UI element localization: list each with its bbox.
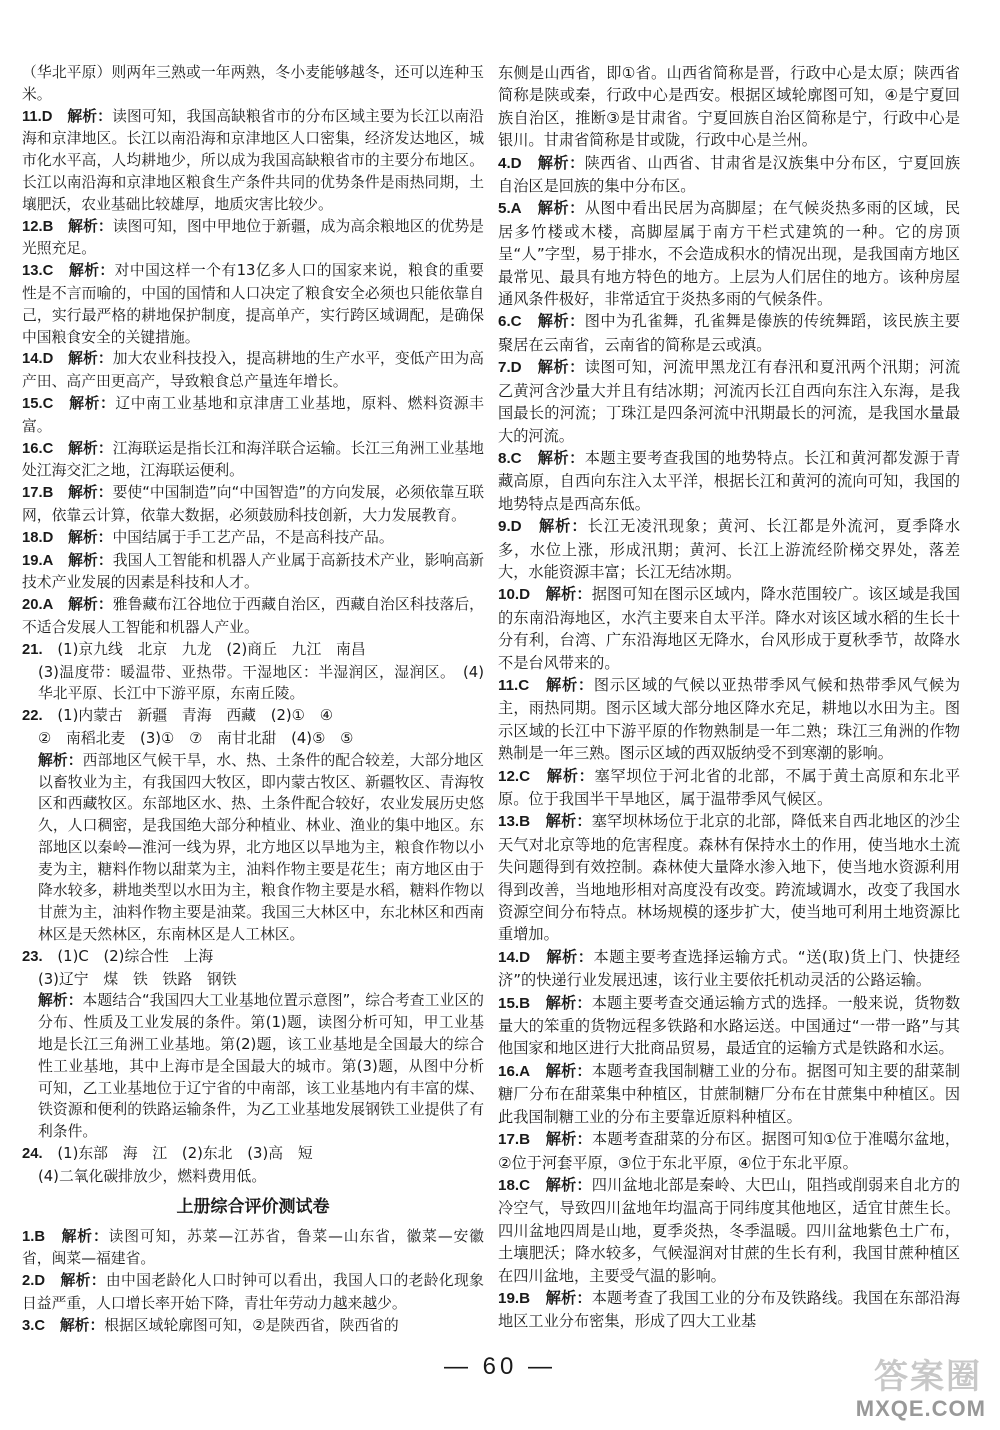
question-number: 18.D: [22, 529, 54, 546]
analysis-label: 解析：: [545, 1061, 592, 1080]
answer-entry: [22, 969, 484, 991]
analysis-label: 解析：: [68, 350, 113, 368]
analysis-label: 解析：: [545, 993, 592, 1012]
analysis-label: 解析：: [537, 358, 585, 377]
analysis-label: 解析：: [545, 585, 592, 604]
analysis-label: 解析：: [545, 1288, 592, 1307]
answer-text: 从图中看出民居为高脚屋；在气候炎热多雨的区域，民居多竹楼或木楼，高脚屋属于南方干栏式建筑的一种。它的房顶呈“人”字型，易于排水，不会造成积水的情况出现，是我国南方地区最常见、最具有地方特色的地方。上层为人们居住的地方。该种房屋通风条件极好，非常适宜于炎热多雨的气候条件。: [498, 199, 961, 309]
answer-entry: [22, 594, 484, 639]
answer-entry: [22, 662, 484, 706]
answer-entry: [22, 1270, 484, 1315]
question-number: 17.B: [22, 485, 54, 502]
question-number: 23.: [22, 948, 43, 965]
answer-text: ② 南稻北麦 (3)① ⑦ 南甘北甜 (4)⑤ ⑤: [38, 729, 354, 747]
answer-entry: [498, 946, 960, 992]
question-number: 1.B: [22, 1228, 46, 1245]
answer-text: 我国人工智能和机器人产业属于高新技术产业，影响高新技术产业发展的因素是科技和人才。: [22, 551, 484, 592]
answer-entry: [498, 62, 960, 152]
answer-entry: [498, 1060, 960, 1128]
question-number: 20.A: [22, 597, 54, 614]
answer-entry: [498, 992, 960, 1060]
answer-entry: [498, 515, 960, 583]
answer-entry: [22, 106, 484, 216]
answer-text: 对中国这样一个有13亿多人口的国家来说，粮食的重要性是不言而喻的，中国的国情和人口决定了粮食安全必须也只能依靠自己，实行最严格的耕地保护制度，提高单产，实行跨区域调配，是确保中国粮食安全的关键措施。: [22, 262, 484, 346]
answer-entry: [498, 310, 960, 356]
answer-text: 读图可知，我国高缺粮省市的分布区域主要为长江以南沿海和京津地区。长江以南沿海和京津地区人口密集，经济发达地区，城市化水平高，人均耕地少，所以成为我国高缺粮省市的主要分布地区。长江以南沿海和京津地区粮食生产条件共同的优势条件是雨热同期，土壤肥沃，农业基础比较雄厚，地质灾害比较少。: [22, 107, 484, 213]
answer-entry: [22, 550, 484, 595]
answer-entry: [498, 810, 960, 945]
analysis-label: 解析：: [546, 766, 595, 785]
analysis-label: 解析：: [61, 1227, 109, 1245]
question-number: 4.D: [498, 154, 522, 172]
answer-entry: [22, 216, 484, 261]
answer-entry: [22, 62, 484, 106]
answer-text: (3)温度带：暖温带、亚热带。干湿地区：半湿润区，湿润区。 (4)华北平原、长江中下游平原，东南丘陵。: [38, 663, 484, 703]
question-number: 2.D: [22, 1273, 46, 1290]
section-title: 上册综合评价测试卷: [176, 1196, 330, 1217]
analysis-label: 解析：: [537, 448, 585, 467]
answer-text: 本题考查我国制糖工业的分布。据图可知主要的甜菜制糖厂分布在甜菜集中种植区，甘蔗制糖厂分布在甘蔗集中种植区。因此我国制糖工业的分布主要靠近原料种植区。: [498, 1061, 961, 1126]
analysis-label: 解析：: [38, 992, 83, 1010]
analysis-label: 解析：: [537, 153, 585, 172]
question-number: 11.D: [22, 108, 53, 125]
answer-text: 本题主要考查我国的地势特点。长江和黄河都发源于青藏高原，自西向东注入太平洋，根据长江和黄河的流向可知，我国的地势特点是西高东低。: [498, 448, 961, 513]
answer-entry: [498, 197, 960, 310]
question-number: 12.C: [498, 767, 531, 785]
answer-entry: [22, 348, 484, 393]
question-number: 5.A: [498, 200, 522, 218]
analysis-label: 解析：: [67, 107, 113, 125]
question-number: 22.: [22, 708, 43, 725]
answer-text: 四川盆地北部是秦岭、大巴山，阻挡或削弱来自北方的冷空气，导致四川盆地年均温高于同纬度其他地区，适宜甘蔗生长。四川盆地四周是山地，夏季炎热，冬季温暖。四川盆地紫色土广布，土壤肥沃；降水较多，气候湿润对甘蔗的生长有利，我国甘蔗种植区在四川盆地，主要受气温的影响。: [498, 1175, 961, 1285]
answer-text: 本题主要考查交通运输方式的选择。一般来说，货物数量大的笨重的货物远程多铁路和水路运送。中国通过“一带一路”与其他国家和地区进行大批商品贸易，最适宜的运输方式是铁路和水运。: [498, 993, 961, 1058]
answer-text: (1)内蒙古 新疆 青海 西藏 (2)① ④: [57, 707, 333, 725]
answer-text: 陕西省、山西省、甘肃省是汉族集中分布区，宁夏回族自治区是回族的集中分布区。: [498, 153, 961, 196]
answer-entry: [498, 1174, 960, 1287]
answer-entry: [498, 152, 960, 198]
question-number: 11.C: [498, 676, 530, 694]
analysis-label: 解析：: [68, 528, 113, 546]
watermark-url: MXQE.COM: [855, 1396, 986, 1421]
question-number: 8.C: [498, 449, 522, 467]
question-number: 12.B: [22, 218, 54, 235]
answer-entry: [498, 583, 960, 674]
question-number: 14.D: [498, 948, 531, 966]
analysis-label: 解析：: [38, 751, 83, 769]
analysis-label: 解析：: [538, 517, 588, 536]
answer-text: 长江无凌汛现象；黄河、长江都是外流河，夏季降水多，水位上涨，形成汛期；黄河、长江上游流经阶梯交界处，落差大，水能资源丰富；长江无结冰期。: [498, 517, 961, 581]
answer-entry: [22, 393, 484, 438]
answer-text: (1)东部 海 江 (2)东北 (3)高 短: [57, 1145, 313, 1163]
answer-text: 加大农业科技投入，提高耕地的生产水平，变低产田为高产田、高产田更高产，导致粮食总产量连年增长。: [22, 350, 484, 391]
answer-text: 读图可知，河流甲黑龙江有春汛和夏汛两个汛期；河流乙黄河含沙量大并且有结冰期；河流丙长江自西向东注入东海，是我国最长的河流；丁珠江是四条河流中汛期最长的河流，是我国水量最大的河流。: [498, 358, 961, 445]
question-number: 13.C: [22, 263, 54, 280]
answer-text: (1)C (2)综合性 上海: [57, 947, 214, 965]
question-number: 14.D: [22, 351, 54, 368]
answer-entry: [498, 674, 960, 765]
analysis-label: 解析：: [60, 1272, 106, 1290]
answer-text: 江海联运是指长江和海洋联合运输。长江三角洲工业基地处江海交汇之地，江海联运便利。: [22, 439, 484, 480]
question-number: 9.D: [498, 518, 522, 536]
answer-entry: [22, 1143, 484, 1166]
answer-text: 图示区域的气候以亚热带季风气候和热带季风气候为主，雨热同期。图示区域大部分地区降水充足，耕地以水田为主。图示区域的长江中下游平原的作物熟制是一年二熟；珠江三角洲的作物熟制是一年三熟。图示区域的西双版纳受不到寒潮的影响。: [498, 675, 961, 763]
answer-text: (3)辽宁 煤 铁 铁路 钢铁: [38, 970, 237, 988]
answer-text: 东侧是山西省，即①省。山西省简称是晋，行政中心是太原；陕西省简称是陕或秦，行政中心是西安。根据区域轮廓图可知，④是宁夏回族自治区，推断③是甘肃省。宁夏回族自治区简称是宁，行政中心是银川。甘肃省简称是甘或陇，行政中心是兰州。: [498, 64, 960, 150]
question-number: 16.C: [22, 440, 54, 457]
answer-entry: [498, 1128, 960, 1174]
question-number: 3.C: [22, 1317, 46, 1334]
answer-entry: [498, 356, 960, 447]
question-number: 18.C: [498, 1176, 531, 1194]
answer-entry: [22, 750, 484, 946]
analysis-label: 解析：: [537, 199, 585, 218]
answer-text: 本题考查了我国工业的分布及铁路线。我国在东部沿海地区工业分布密集，形成了四大工业基: [498, 1288, 961, 1331]
answer-entry: [22, 728, 484, 750]
analysis-label: 解析：: [68, 262, 115, 280]
analysis-label: 解析：: [68, 596, 113, 614]
answer-text: （华北平原）则两年三熟或一年两熟，冬小麦能够越冬，还可以连种玉米。: [22, 64, 484, 103]
answer-entry: [22, 260, 484, 348]
question-number: 17.B: [498, 1131, 531, 1149]
question-number: 19.B: [498, 1289, 531, 1307]
analysis-label: 解析：: [546, 947, 594, 966]
answer-text: 读图可知，图中甲地位于新疆，成为高余粮地区的优势是光照充足。: [22, 217, 484, 258]
answer-text: 本题结合“我国四大工业基地位置示意图”，综合考查工业区的分布、性质及工业发展的条件。第(1)题，读图分析可知，甲工业基地是长江三角洲工业基地。第(2)题，该工业基地是全国最大的综合性工业基地，其中上海市是全国最大的城市。第(3)题，从图中分析可知，乙工业基地位于辽宁省的中南部，该工业基地内有丰富的煤、铁资源和便利的铁路运输条件，为乙工业基地发展钢铁工业提供了有利条件。: [38, 992, 484, 1141]
question-number: 16.A: [498, 1062, 531, 1080]
answer-text: 要使“中国制造”向“中国智造”的方向发展，必须依靠互联网，依靠云计算，依靠大数据，必须鼓励科技创新，大力发展教育。: [22, 484, 484, 524]
question-number: 19.A: [22, 552, 54, 569]
answer-text: 西部地区气候干旱，水、热、土条件的配合较差，大部分地区以畜牧业为主，有我国四大牧区，即内蒙古牧区、新疆牧区、青海牧区和西藏牧区。东部地区水、热、土条件配合较好，农业发展历史悠久，人口稠密，是我国绝大部分种植业、林业、渔业的集中地区。东部地区以秦岭—淮河一线为界，北方地区以旱地为主，粮食作物以小麦为主，糖料作物以甜菜为主，油料作物主要是花生；南方地区由于降水较多，耕地类型以水田为主，粮食作物主要是水稻，糖料作物以甘蔗为主，油料作物主要是油菜。我国三大林区中，东北林区和西南林区是天然林区，东南林区是人工林区。: [38, 751, 484, 944]
question-number: 10.D: [498, 586, 531, 604]
analysis-label: 解析：: [68, 439, 113, 457]
right-column: [498, 62, 960, 1333]
question-number: 24.: [22, 1146, 43, 1163]
answer-entry: [22, 639, 484, 662]
answer-entry: [22, 1166, 484, 1188]
answer-entry: [22, 438, 484, 483]
answer-text: (4)二氧化碳排放少，燃料费用低。: [38, 1167, 267, 1185]
answer-text: 图中为孔雀舞，孔雀舞是傣族的传统舞蹈，该民族主要聚居在云南省，云南省的简称是云或滇。: [498, 312, 961, 354]
question-number: 21.: [22, 641, 43, 658]
answer-entry: [22, 705, 484, 728]
question-number: 15.C: [22, 395, 54, 412]
answer-entry: [22, 946, 484, 969]
question-number: 6.C: [498, 313, 522, 331]
analysis-label: 解析：: [68, 484, 113, 502]
answer-entry: [22, 482, 484, 527]
analysis-label: 解析：: [68, 551, 113, 569]
answer-entry: [22, 527, 484, 550]
analysis-label: 解析：: [69, 394, 116, 412]
answer-entry: [22, 990, 484, 1143]
answer-text: 辽中南工业基地和京津唐工业基地，原料、燃料资源丰富。: [22, 394, 484, 435]
analysis-label: 解析：: [59, 1316, 105, 1334]
answer-entry: [22, 1226, 484, 1271]
answer-text: (1)京九线 北京 九龙 (2)商丘 九江 南昌: [57, 640, 366, 658]
analysis-label: 解析：: [545, 1175, 592, 1194]
answer-entry: [498, 765, 960, 811]
analysis-label: 解析：: [545, 812, 592, 831]
analysis-label: 解析：: [68, 217, 113, 235]
analysis-label: 解析：: [537, 312, 585, 331]
answer-entry: [22, 1315, 484, 1338]
answer-text: 读图可知，苏菜—江苏省，鲁菜—山东省，徽菜—安徽省，闽菜—福建省。: [22, 1227, 484, 1268]
question-number: 13.B: [498, 813, 531, 831]
answer-entry: [498, 1287, 960, 1333]
question-number: 7.D: [498, 359, 522, 377]
answer-text: 本题主要考查选择运输方式。“送(取)货上门、快捷经济”的快递行业发展迅速，该行业主要依托机动灵活的公路运输。: [498, 947, 961, 990]
analysis-label: 解析：: [545, 1130, 592, 1149]
answer-text: 塞罕坝位于河北省的北部，不属于黄土高原和东北平原。位于我国半干旱地区，属于温带季风气候区。: [498, 766, 961, 808]
watermark-logo: 答案圈: [874, 1357, 982, 1397]
answer-text: 由中国老龄化人口时钟可以看出，我国人口的老龄化现象日益严重，人口增长率开始下降，青壮年劳动力越来越少。: [22, 1272, 484, 1313]
answer-text: 雅鲁藏布江谷地位于西藏自治区，西藏自治区科技落后，不适合发展人工智能和机器人产业。: [22, 596, 484, 636]
answer-text: 本题考查甜菜的分布区。据图可知①位于准噶尔盆地，②位于河套平原，③位于东北平原，④位于东北平原。: [498, 1130, 961, 1172]
analysis-label: 解析：: [545, 675, 594, 694]
answer-entry: [498, 447, 960, 515]
left-column: [22, 62, 484, 1338]
page-number: — 60 —: [443, 1353, 557, 1380]
answer-text: 塞罕坝林场位于北京的北部，降低来自西北地区的沙尘天气对北京等地的危害程度。森林有保持水土的作用，使当地水土流失问题得到有效控制。森林使大量降水渗入地下，使当地水资源利用得到改善，当地地形相对高度没有改变。跨流域调水，改变了我国水资源空间分布特点。林场规模的逐步扩大，使当地可利用土地资源比重增加。: [498, 812, 961, 944]
question-number: 15.B: [498, 994, 531, 1012]
answer-text: 据图可知在图示区域内，降水范围较广。该区域是我国的东南沿海地区，水汽主要来自太平洋。降水对该区域水稻的生长十分有利，台湾、广东沿海地区无降水，台风形成于夏秋季节，故降水不是台风带来的。: [498, 585, 961, 672]
answer-text: 中国结属于手工艺产品，不是高科技产品。: [112, 528, 394, 546]
answer-text: 根据区域轮廓图可知，②是陕西省，陕西省的: [104, 1316, 399, 1334]
